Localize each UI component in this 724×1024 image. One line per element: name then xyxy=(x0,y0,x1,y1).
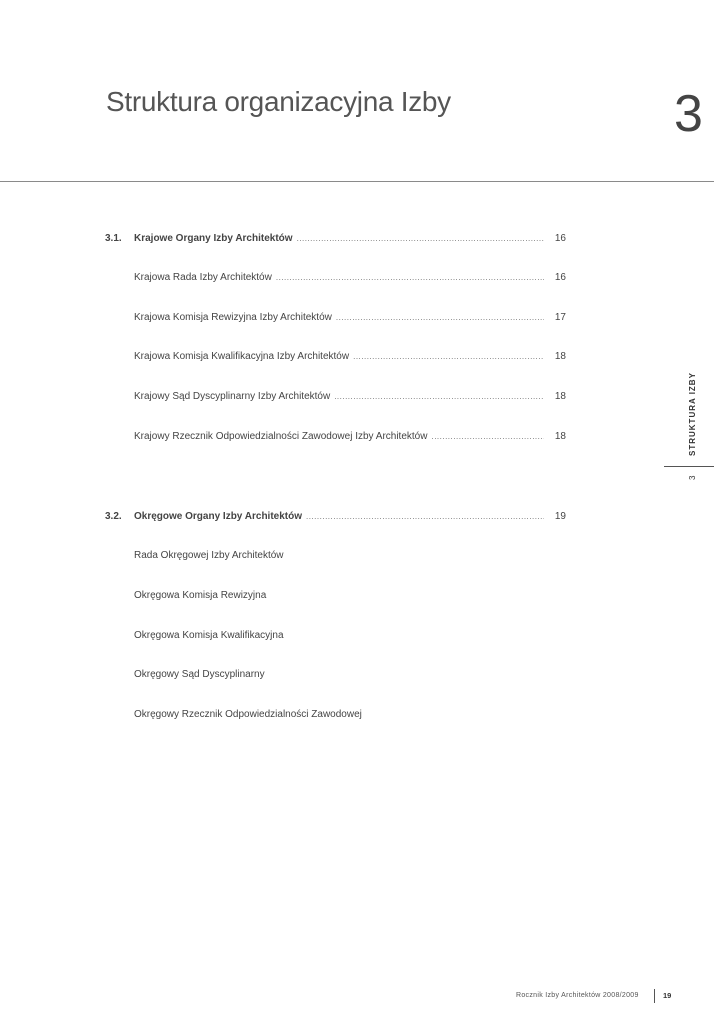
dot-leader xyxy=(334,389,544,405)
toc-item[interactable] xyxy=(105,349,566,365)
side-tab-divider xyxy=(664,466,714,467)
dot-leader xyxy=(431,429,544,445)
toc-section-3-2[interactable] xyxy=(105,509,566,525)
toc-item[interactable] xyxy=(105,707,566,723)
chapter-number: 3 xyxy=(674,85,703,143)
toc-item-label: Okręgowa Komisja Kwalifikacyjna xyxy=(134,630,284,641)
page-ref: 18 xyxy=(554,351,566,362)
toc-item[interactable] xyxy=(105,588,566,604)
toc-item-label: Krajowa Rada Izby Architektów xyxy=(134,272,272,283)
toc-item[interactable] xyxy=(105,310,566,326)
dot-leader xyxy=(276,270,544,286)
page-ref: 17 xyxy=(554,312,566,323)
page-ref: 16 xyxy=(554,272,566,283)
toc-item-label: Okręgowy Sąd Dyscyplinarny xyxy=(134,669,265,680)
toc-item-label: Krajowa Komisja Kwalifikacyjna Izby Architektów xyxy=(134,351,350,362)
chapter-side-tab xyxy=(664,370,714,480)
toc-item-label: Okręgowy Rzecznik Odpowiedzialności Zawodowej xyxy=(134,709,362,720)
dot-leader xyxy=(336,310,544,326)
page-ref: 18 xyxy=(554,391,566,402)
toc-item-label: Okręgowa Komisja Rewizyjna xyxy=(134,590,267,601)
side-tab-label: STRUKTURA IZBY xyxy=(688,372,697,456)
page-title: Struktura organizacyjna Izby xyxy=(106,86,451,117)
toc-item[interactable] xyxy=(105,667,566,683)
dot-leader xyxy=(297,231,544,247)
header-divider xyxy=(0,181,714,182)
section-number: 3.2. xyxy=(105,511,122,522)
page-ref: 19 xyxy=(554,511,566,522)
footer-page-number: 19 xyxy=(663,991,672,1000)
toc-item-label: Krajowy Sąd Dyscyplinarny Izby Architektów xyxy=(134,391,331,402)
toc-item[interactable] xyxy=(105,389,566,405)
dot-leader xyxy=(353,349,544,365)
toc-item[interactable] xyxy=(105,628,566,644)
section-title: Okręgowe Organy Izby Architektów xyxy=(134,511,303,522)
page-ref: 18 xyxy=(554,431,566,442)
section-title: Krajowe Organy Izby Architektów xyxy=(134,233,293,244)
footer-separator xyxy=(654,989,655,1003)
toc-item-label: Krajowy Rzecznik Odpowiedzialności Zawodowej Izby Architektów xyxy=(134,431,428,442)
toc-item[interactable] xyxy=(105,548,566,564)
toc-item-label: Krajowa Komisja Rewizyjna Izby Architektów xyxy=(134,312,332,323)
toc-item-label: Rada Okręgowej Izby Architektów xyxy=(134,550,284,561)
section-number: 3.1. xyxy=(105,233,122,244)
toc-section-3-1[interactable] xyxy=(105,231,566,247)
toc-item[interactable] xyxy=(105,270,566,286)
dot-leader xyxy=(306,509,544,525)
page-ref: 16 xyxy=(554,233,566,244)
footer-publication: Rocznik Izby Architektów 2008/2009 xyxy=(516,992,639,999)
toc-item[interactable] xyxy=(105,429,566,445)
side-tab-number: 3 xyxy=(688,475,697,480)
